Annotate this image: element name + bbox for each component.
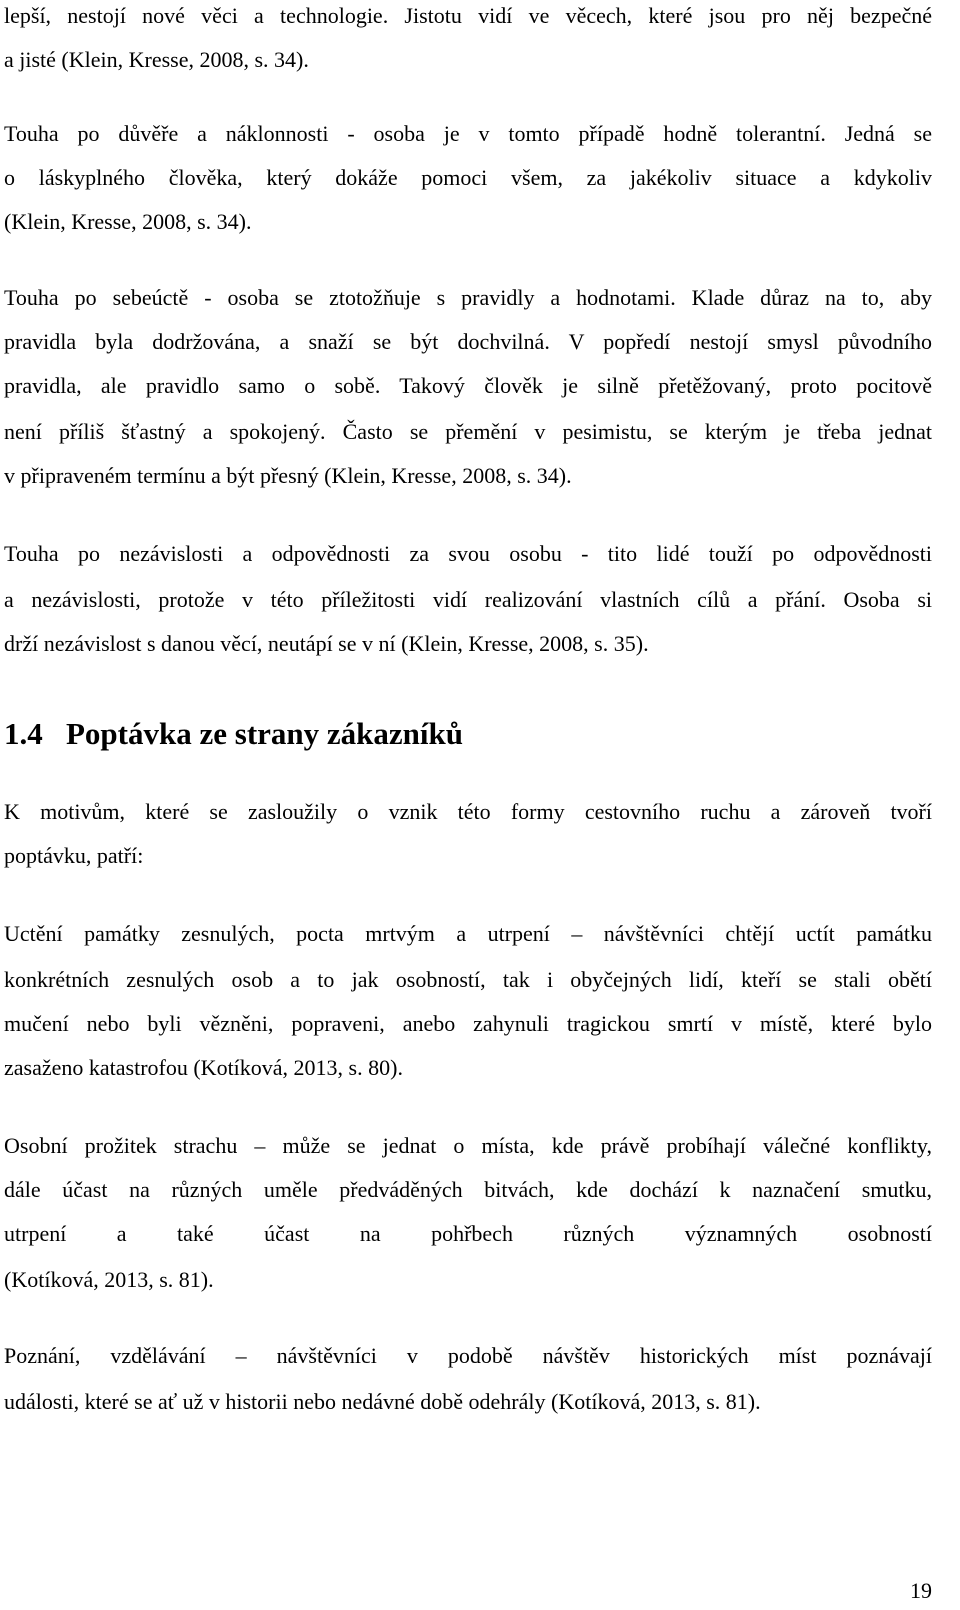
- text-line: o láskyplného člověka, který dokáže pomoci všem, za jakékoliv situace a kdykoliv: [4, 165, 932, 190]
- text-line: mučení nebo byli vězněni, popraveni, anebo zahynuli tragickou smrtí v místě, které bylo: [4, 1011, 932, 1036]
- text-line: události, které se ať už v historii nebo nedávné době odehrály (Kotíková, 2013, s. 81).: [4, 1389, 761, 1414]
- text-line: utrpení a také účast na pohřbech různých významných osobností: [4, 1221, 932, 1246]
- text-line: dále účast na různých uměle předváděných bitvách, kde dochází k naznačení smutku,: [4, 1177, 932, 1202]
- text-line: K motivům, které se zasloužily o vznik této formy cestovního ruchu a zároveň tvoří: [4, 799, 932, 824]
- text-line: Uctění památky zesnulých, pocta mrtvým a utrpení – návštěvníci chtějí uctít památku: [4, 921, 932, 946]
- text-line: zasaženo katastrofou (Kotíková, 2013, s. 80).: [4, 1055, 403, 1080]
- section-heading: [4, 716, 463, 752]
- text-line: drží nezávislost s danou věcí, neutápí se v ní (Klein, Kresse, 2008, s. 35).: [4, 631, 649, 656]
- text-line: Poznání, vzdělávání – návštěvníci v podobě návštěv historických míst poznávají: [4, 1343, 932, 1368]
- text-line: není příliš šťastný a spokojený. Často se přemění v pesimistu, se kterým je třeba jednat: [4, 419, 932, 444]
- text-line: Touha po nezávislosti a odpovědnosti za svou osobu - tito lidé touží po odpovědnosti: [4, 541, 932, 566]
- text-line: Touha po sebeúctě - osoba se ztotožňuje s pravidly a hodnotami. Klade důraz na to, aby: [4, 285, 932, 310]
- text-line: Osobní prožitek strachu – může se jednat o místa, kde právě probíhají válečné konflikty,: [4, 1133, 932, 1158]
- text-line: konkrétních zesnulých osob a to jak osobností, tak i obyčejných lidí, kteří se stali obětí: [4, 967, 932, 992]
- section-number: 1.4: [4, 716, 43, 751]
- text-line: (Kotíková, 2013, s. 81).: [4, 1267, 214, 1292]
- page-number: 19: [910, 1578, 932, 1603]
- text-line: a jisté (Klein, Kresse, 2008, s. 34).: [4, 47, 309, 72]
- text-line: (Klein, Kresse, 2008, s. 34).: [4, 209, 252, 234]
- text-line: Touha po důvěře a náklonnosti - osoba je v tomto případě hodně tolerantní. Jedná se: [4, 121, 932, 146]
- text-line: pravidla byla dodržována, a snaží se být dochvilná. V popředí nestojí smysl původního: [4, 329, 932, 354]
- text-line: a nezávislosti, protože v této příležitosti vidí realizování vlastních cílů a přání. Osoba si: [4, 587, 932, 612]
- text-line: pravidla, ale pravidlo samo o sobě. Takový člověk je silně přetěžovaný, proto pocitově: [4, 373, 932, 398]
- text-line: poptávku, patří:: [4, 843, 144, 868]
- section-title: Poptávka ze strany zákazníků: [66, 716, 463, 751]
- text-line: v připraveném termínu a být přesný (Klein, Kresse, 2008, s. 34).: [4, 463, 572, 488]
- text-line: lepší, nestojí nové věci a technologie. Jistotu vidí ve věcech, které jsou pro něj bezpečné: [4, 3, 932, 28]
